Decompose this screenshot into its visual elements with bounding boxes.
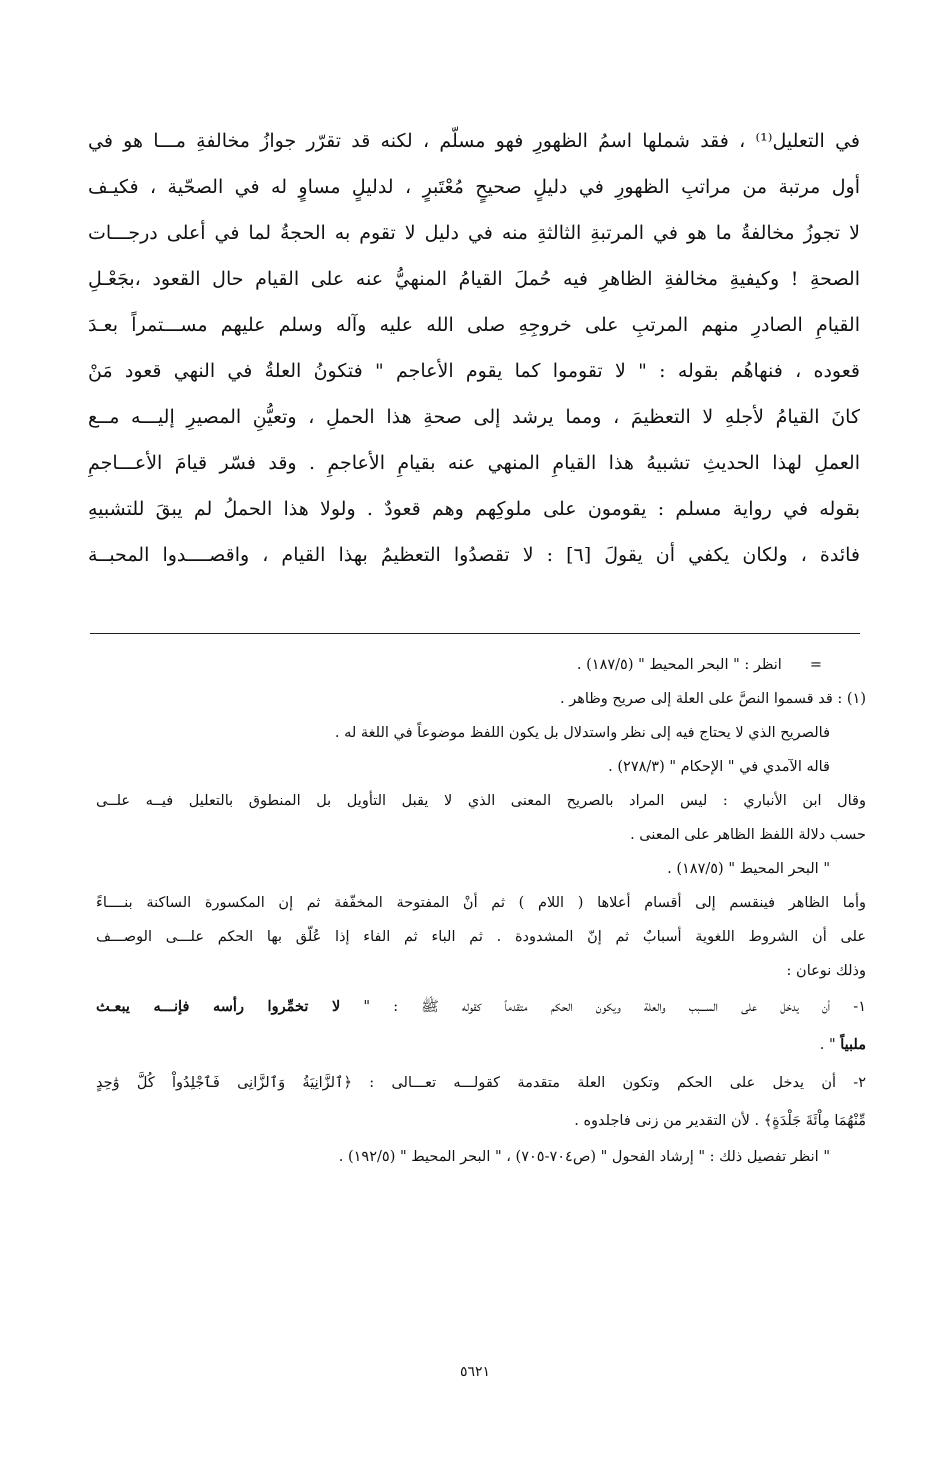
footnote-text: على أن الشروط اللغوية أسبابٌ ثم إنّ المشدودة . ثم الباء ثم الفاء إذا عُلّق بها الحكم علـــى الوصـــف [96,929,866,945]
footnote-item-1 [96,988,866,1026]
text-line: الصحةِ ! وكيفيةِ مخالفةِ الظاهرِ فيه حُملَ القيامُ المنهيُّ عنه على القيام حال القعود ،بجَعْـلِ [88,268,860,290]
text-line: لا تجوزُ مخالفةُ ما هو في المرتبةِ الثالثةِ منه في دليل لا تقوم به الحجةُ لما في أعلى درجـــات [88,222,860,244]
footnote-text: " البحر المحيط " (١٨٧/٥) . [667,861,830,877]
text-line: أول مرتبة من مراتبِ الظهورِ في دليلٍ صحيحٍ مُعْتَبرٍ ، لدليلٍ مساوٍ له في الصحّية ، فكيـف [88,176,860,198]
main-text-block [88,118,860,578]
text-line: قعوده ، فنهاهُم بقوله : " لا تقوموا كما يقوم الأعاجم " فتكونُ العلةُ في النهي قعود مَنْ [88,360,860,382]
footnote-1: (١) : قد قسموا النصَّ على العلة إلى صريح وظاهر . [559,691,866,707]
footnote-text: حسب دلالة اللفظ الظاهر على المعنى . [630,827,866,843]
page-number: ٥٦٢١ [459,1364,491,1380]
hadith-quote: ملبياً [840,1036,866,1053]
text-line: القيامِ الصادرِ منهم المرتبِ على خروجِهِ صلى الله عليه وآله وسلم عليهم مســـتمراً بعـدَ [88,314,860,336]
footnote-continuation [96,648,866,682]
footnotes-block [96,648,866,1174]
hadith-quote: لا تخمِّروا رأسه فإنـــه يبعـث [96,998,341,1015]
footnote-text: ١- أن يدخل على الســـبب والعلة ويكون الحكم متقدماً كقوله ﷺ : " [363,999,866,1015]
text-line: فائدة ، ولكان يكفي أن يقولَ [٦] : لا تقصدُوا التعظيمُ بهذا القيام ، واقصــــدوا المحبــة [88,544,860,566]
continuation-mark: = [809,657,822,673]
footnote-text: " . [819,1037,836,1053]
footnote-text: وقال ابن الأنباري : ليس المراد بالصريح المعنى الذي لا يقبل التأويل بل المنطوق بالتعليل فيــه علــى [96,793,866,809]
footnote-text: فالصريح الذي لا يحتاج فيه إلى نظر واستدلال بل يكون اللفظ موضوعاً في اللغة له . [334,725,830,741]
footnote-source: " انظر تفصيل ذلك : " إرشاد الفحول " (ص٧٠٤-٧٠٥) ، " البحر المحيط " (١٩٢/٥) . [338,1149,830,1165]
footnote-text: مِّنْهُمَا مِاْئَةَ جَلْدَةٍ﴾ . لأن التقدير من زنى فاجلدوه . [574,1113,866,1129]
footnote-text: وذلك نوعان : [786,963,866,979]
footnote-text: قاله الآمدي في " الإحكام " (٢٧٨/٣) . [608,759,830,775]
footnote-item-2: ٢- أن يدخل على الحكم وتكون العلة متقدمة كقولـــه تعـــالى : ﴿ٱلزَّانِيَةُ وَٱلزَّانِى فَٱجْلِدُواْ كُلَّ وَٰحِدٍ [96,1075,866,1091]
text-line: بقوله في رواية مسلم : يقومون على ملوكِهم وهم قعودٌ . ولولا هذا الحملُ لم يبقَ للتشبيهِ [88,498,860,520]
footnote-item-1-cont [96,1026,866,1064]
footnote-text: وأما الظاهر فينقسم إلى أقسام أعلاها ( اللام ) ثم أنْ المفتوحة المخفّفة ثم إن المكسورة الساكنة بنــــاءً [96,895,866,911]
footnote-text: انظر : " البحر المحيط " (١٨٧/٥) . [576,657,782,673]
text-line: كانَ القيامُ لأجلهِ لا التعظيمَ ، ومما يرشد إلى صحةِ هذا الحملِ ، وتعيُّنِ المصيرِ إليـــه مــع [88,406,860,428]
text-line: في التعليل⁽¹⁾ ، فقد شملها اسمُ الظهورِ فهو مسلّم ، لكنه قد تقرّر جوازُ مخالفةِ مـــا هو في [88,130,860,152]
text-line: العملِ لهذا الحديثِ تشبيهُ هذا القيامِ المنهي عنه بقيامِ الأعاجمِ . وقد فسّر قيامَ الأعـــاجمِ [88,452,860,474]
footnote-separator [90,633,860,634]
